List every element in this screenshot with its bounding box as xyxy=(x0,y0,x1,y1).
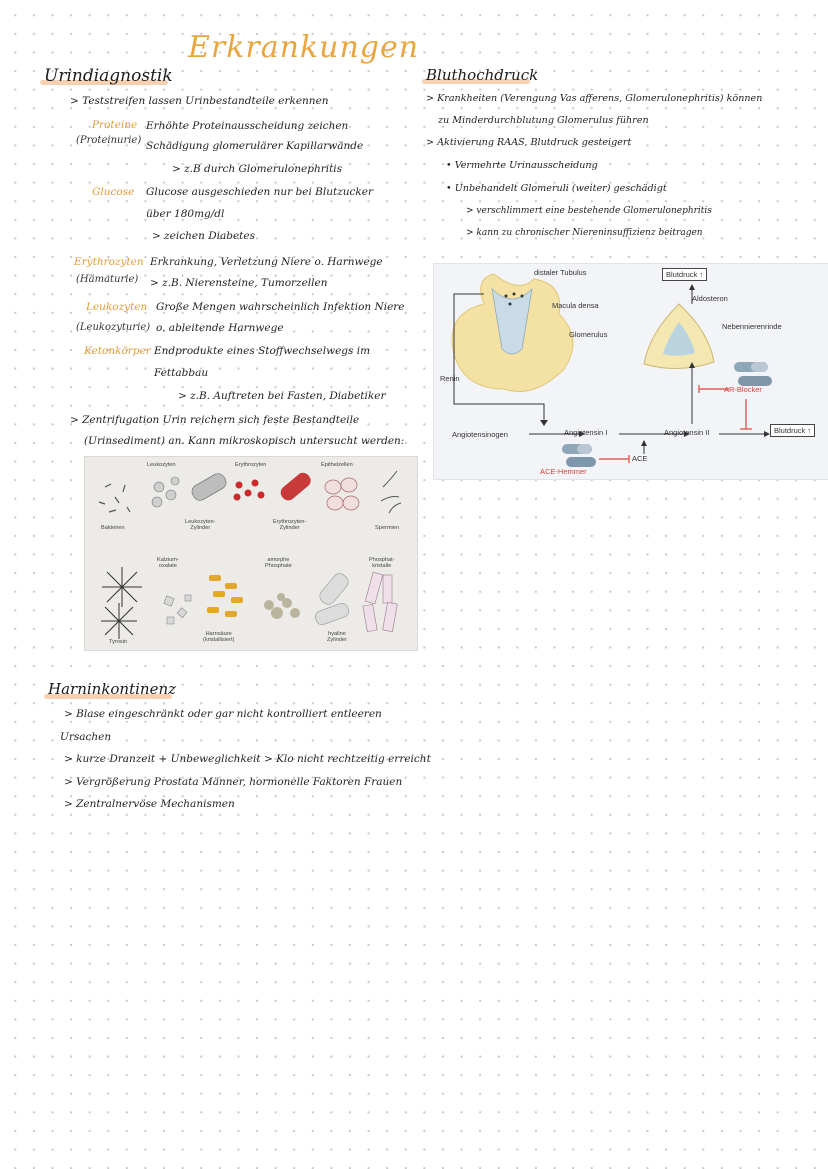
heading-harninkontinenz: Harninkontinenz xyxy=(48,680,177,698)
page-title: Erkrankungen xyxy=(188,30,420,65)
term-leukozyturie: (Leukozyturie) xyxy=(76,322,151,333)
blut-bullet2: • Unbehandelt Glomeruli (weiter) geschädigt xyxy=(446,183,667,194)
harn-line3: > Vergrößerung Prostata Männer, hormonelle Faktoren Frauen xyxy=(64,776,403,788)
glucose-line2: über 180mg/dl xyxy=(146,208,225,220)
blut-sub1: > verschlimmert eine bestehende Glomerulonephritis xyxy=(466,206,712,216)
label-leukozyten-zylinder: Leukozyten- Zylinder xyxy=(185,519,216,531)
label-bakterien: Bakterien xyxy=(101,525,125,531)
urine-sediment-image xyxy=(84,456,418,651)
zentrifugation-line1: > Zentrifugation Urin reichern sich feste Bestandteile xyxy=(70,414,360,426)
keton-line1: Endprodukte eines Stoffwechselwegs im xyxy=(154,345,371,357)
label-erythrozyten: Erythrozyten xyxy=(235,462,267,468)
raas-illustration xyxy=(434,264,828,479)
label-nebennierenrinde: Nebennierenrinde xyxy=(722,322,782,331)
glucose-line1: Glucose ausgeschieden nur bei Blutzucker xyxy=(146,186,373,198)
harn-line2: > kurze Dranzeit + Unbeweglichkeit > Klo nicht rechtzeitig erreicht xyxy=(64,753,431,765)
label-angiotensin-1: Angiotensin I xyxy=(564,428,608,437)
blut-sub2: > kann zu chronischer Niereninsuffizienz beitragen xyxy=(466,228,703,238)
term-proteinurie: (Proteinurie) xyxy=(76,135,142,146)
raas-diagram xyxy=(433,263,828,480)
harn-line4: > Zentralnervöse Mechanismen xyxy=(64,798,235,810)
term-haematurie: (Hämaturie) xyxy=(76,274,139,285)
erythrozyten-line2: > z.B. Nierensteine, Tumorzellen xyxy=(150,277,328,289)
label-ace: ACE xyxy=(632,454,648,463)
label-angiotensin-2: Angiotensin II xyxy=(664,428,710,437)
heading-bluthochdruck: Bluthochdruck xyxy=(426,66,539,84)
label-distaler-tubulus: distaler Tubulus xyxy=(534,268,587,277)
term-leukozyten: Leukozyten xyxy=(86,301,148,313)
label-harnsaeure: Harnsäure (kristallisiert) xyxy=(203,631,235,643)
label-amorphe-phosphate: amorphe Phosphate xyxy=(265,557,292,569)
zentrifugation-line2: (Urinsediment) an. Kann mikroskopisch untersucht werden: xyxy=(84,435,405,447)
label-hyaline-zylinder: hyaline Zylinder xyxy=(327,631,347,643)
label-tyrosin: Tyrosin xyxy=(109,639,128,645)
blut-line2: zu Minderdurchblutung Glomerulus führen xyxy=(438,115,649,126)
harn-line1: > Blase eingeschränkt oder gar nicht kontrolliert entleeren xyxy=(64,708,382,720)
keton-line2: Fettabbau xyxy=(154,367,209,379)
heading-urindiagnostik: Urindiagnostik xyxy=(44,66,173,86)
label-macula-densa: Macula densa xyxy=(552,301,599,310)
erythrozyten-line1: Erkrankung, Verletzung Niere o. Harnwege xyxy=(150,256,383,268)
proteine-line1: Erhöhte Proteinausscheidung zeichen xyxy=(146,120,349,132)
term-glucose: Glucose xyxy=(92,186,135,198)
label-spermien: Spermien xyxy=(375,525,399,531)
label-ace-hemmer: ACE-Hemmer xyxy=(540,467,587,476)
glucose-line3: > zeichen Diabetes xyxy=(152,230,255,242)
label-glomerulus: Glomerulus xyxy=(569,330,608,339)
blut-line3: > Aktivierung RAAS, Blutdruck gesteigert xyxy=(426,137,632,148)
box-blutdruck-right: Blutdruck ↑ xyxy=(770,424,815,437)
proteine-line2: Schädigung glomerulärer Kapillarwände xyxy=(146,140,364,152)
label-ar-blocker: AR-Blocker xyxy=(724,385,762,394)
label-leukozyten: Leukozyten xyxy=(147,462,176,468)
label-aldosteron: Aldosteron xyxy=(692,294,728,303)
keton-line3: > z.B. Auftreten bei Fasten, Diabetiker xyxy=(178,390,386,402)
label-renin: Renin xyxy=(440,374,460,383)
harn-ursachen: Ursachen xyxy=(60,731,112,743)
term-ketonkoerper: Ketonkörper xyxy=(84,345,151,357)
proteine-line3: > z.B durch Glomerulonephritis xyxy=(172,163,343,175)
box-blutdruck-top: Blutdruck ↑ xyxy=(662,268,707,281)
urin-intro: > Teststreifen lassen Urinbestandteile erkennen xyxy=(70,95,329,107)
label-kalziumoxalate: Kalzium- oxalate xyxy=(157,557,179,569)
label-epithelzellen: Epithelzellen xyxy=(321,462,353,468)
label-phosphatkristalle: Phosphat- kristalle xyxy=(369,557,395,569)
leukozyten-line2: o. ableitende Harnwege xyxy=(156,322,284,334)
term-erythrozyten: Erythrozyten xyxy=(74,256,144,268)
label-angiotensinogen: Angiotensinogen xyxy=(452,430,508,439)
term-proteine: Proteine xyxy=(92,119,138,131)
sediment-illustration xyxy=(85,457,417,650)
blut-line1: > Krankheiten (Verengung Vas afferens, Glomerulonephritis) können xyxy=(426,93,763,104)
blut-bullet1: • Vermehrte Urinausscheidung xyxy=(446,160,598,171)
leukozyten-line1: Große Mengen wahrscheinlich Infektion Niere xyxy=(156,301,405,313)
label-erythrozyten-zylinder: Erythrozyten- Zylinder xyxy=(273,519,307,531)
